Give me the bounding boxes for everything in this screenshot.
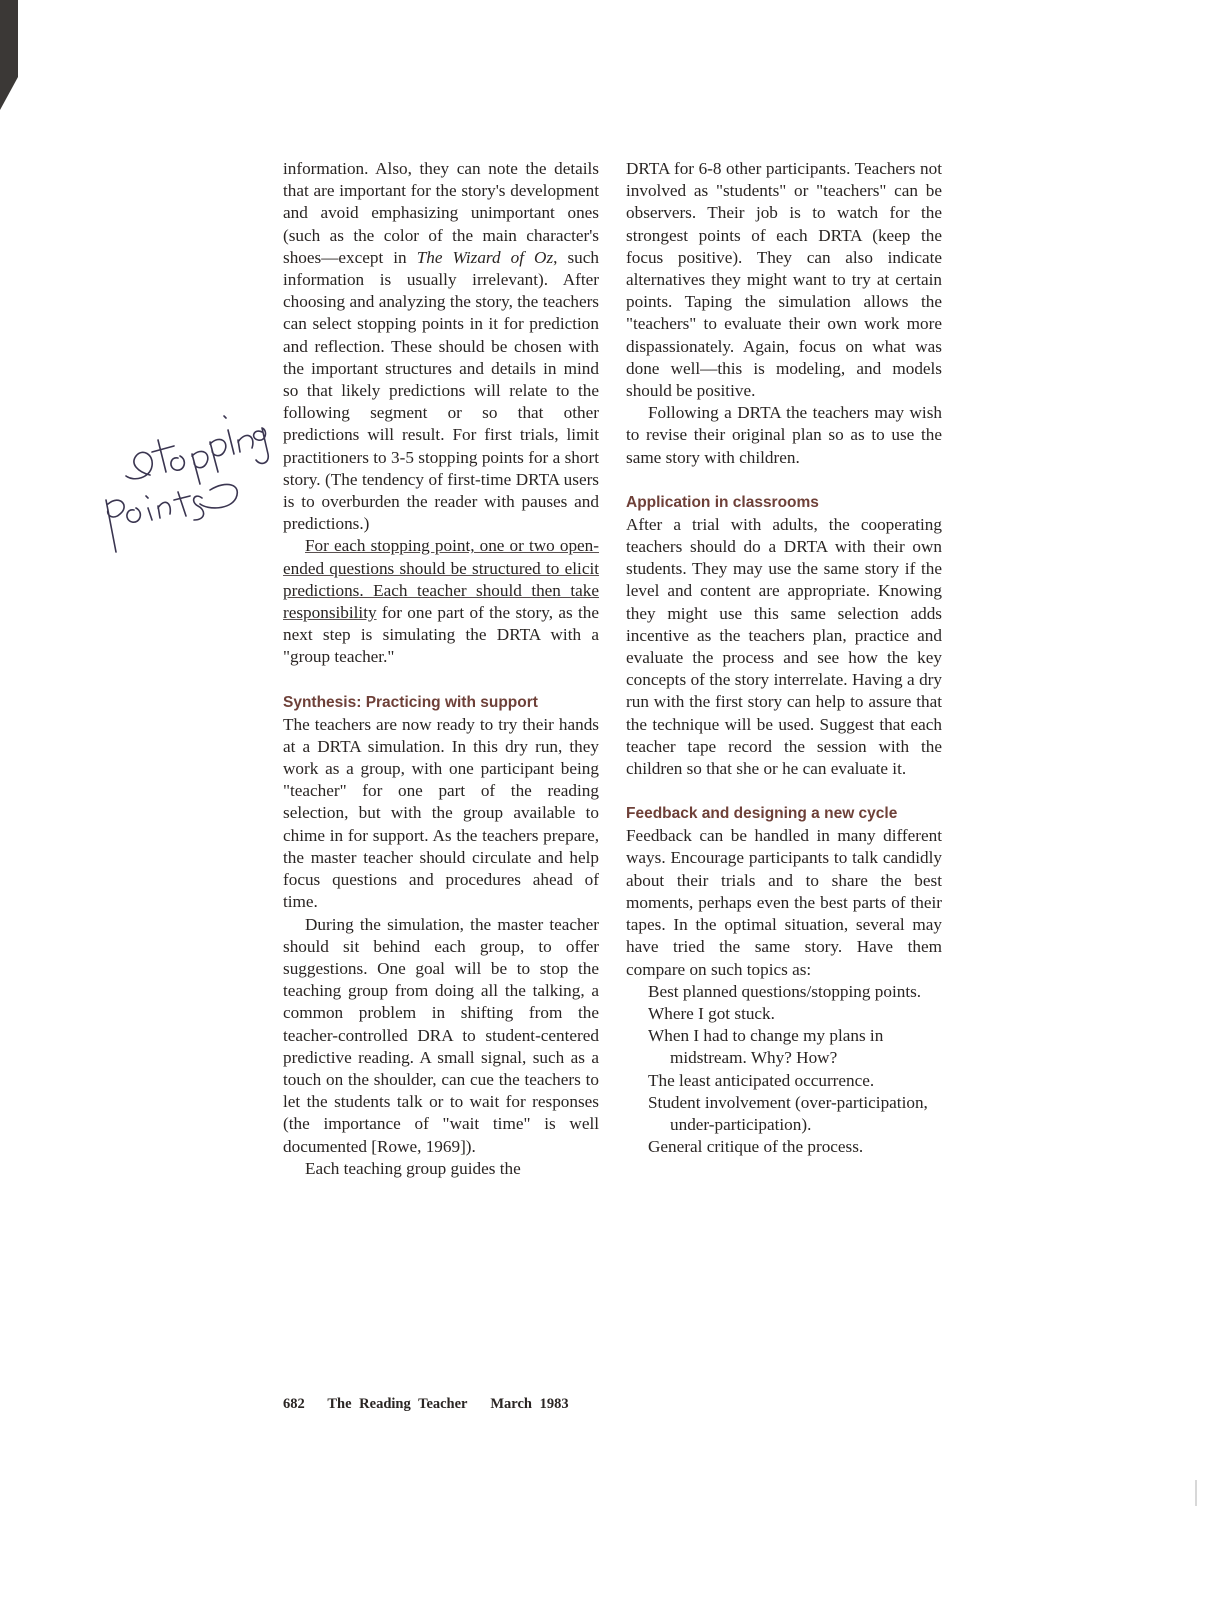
list-item: The least anticipated occurrence.: [648, 1070, 875, 1090]
underlined-text: For each stopping point, one or two open-ended questions should be structured to elicit predictions. Each teacher should then take responsibility: [283, 536, 599, 623]
journal-name: The Reading Teacher: [327, 1396, 468, 1412]
body-paragraph: [283, 158, 599, 535]
body-paragraph: Following a DRTA the teachers may wish to revise their original plan so as to use the same story with children.: [626, 403, 942, 467]
list-item: Where I got stuck.: [648, 1003, 775, 1023]
issue-date: March 1983: [490, 1396, 569, 1412]
left-text-column: [283, 158, 599, 1180]
body-paragraph: Each teaching group guides the: [305, 1158, 521, 1178]
section-heading-synthesis: Synthesis: Practicing with support: [283, 693, 538, 711]
list-item: Student involvement (over-participation, under-participation).: [648, 1092, 928, 1134]
underlined-paragraph: [283, 535, 599, 668]
list-item: Best planned questions/stopping points.: [648, 981, 922, 1001]
body-paragraph: After a trial with adults, the cooperating teachers should do a DRTA with their own students. They may use the same story if the level and content are appropriate. Knowing they might use this same selection adds incentive as the teachers plan, practice and evaluate the process and see how the key concepts of the story interrelate. Having a dry run with the first story can help to assure that the technique will be used. Suggest that each teacher tape record the session with the children so that she or he can evaluate it.: [626, 514, 942, 779]
page-number: 682: [283, 1396, 305, 1412]
body-paragraph: The teachers are now ready to try their hands at a DRTA simulation. In this dry run, they work as a group, with one participant being "teacher" for one part of the reading selection, but with the group available to chime in for support. As the teachers prepare, the master teacher should circulate and help focus questions and procedures ahead of time.: [283, 714, 599, 912]
page-footer: [283, 1396, 599, 1413]
handwritten-note-stopping-points: [90, 380, 280, 580]
book-title: The Wizard of Oz: [416, 247, 554, 267]
scanned-page-corner-fold: [18, 0, 108, 95]
body-paragraph: Feedback can be handled in many different ways. Encourage participants to talk candidly about their trials and to share the best moments, perhaps even the best parts of their tapes. In the optimal situation, several may have tried the same story. Have them compare on such topics as:: [626, 826, 942, 979]
topics-list: [626, 981, 942, 1159]
body-paragraph: During the simulation, the master teacher should sit behind each group, to offer suggestions. One goal will be to stop the teaching group from doing all the talking, a common problem in shifting from the teacher-controlled DRA to student-centered predictive reading. A small signal, such as a touch on the shoulder, can cue the teachers to let the students talk or to wait for responses (the importance of "wait time" is well documented [Rowe, 1969]).: [283, 914, 599, 1156]
list-item: When I had to change my plans in midstream. Why? How?: [648, 1026, 884, 1068]
body-text: information. Also, they can note the details that are important for the story's development and avoid emphasizing unimportant ones (such as the color of the main character's shoes—except in: [283, 159, 599, 267]
scan-mark: [1195, 1480, 1197, 1506]
section-heading-application: Application in classrooms: [626, 493, 819, 511]
right-text-column: [626, 158, 942, 1158]
body-paragraph: DRTA for 6-8 other participants. Teachers not involved as "students" or "teachers" can be observers. Their job is to watch for the strongest points of each DRTA (keep the focus positive). They can also indicate alternatives they might want to try at certain points. Taping the simulation allows the "teachers" to evaluate their own work more dispassionately. Again, focus on what was done well—this is modeling, and models should be positive.: [626, 159, 942, 401]
body-text: , such information is usually irrelevant). After choosing and analyzing the story, the teachers can select stopping points in it for prediction and reflection. These should be chosen with the important structures and details in mind so that likely predictions will relate to the following segment or so that other predictions will result. For first trials, limit practitioners to 3-5 stopping points for a short story. (The tendency of first-time DRTA users is to overburden the reader with pauses and predictions.): [283, 247, 599, 534]
list-item: General critique of the process.: [648, 1137, 864, 1157]
section-heading-feedback: Feedback and designing a new cycle: [626, 805, 898, 823]
body-text: for one part of the story, as the next step is simulating the DRTA with a "group teacher.": [283, 603, 599, 667]
